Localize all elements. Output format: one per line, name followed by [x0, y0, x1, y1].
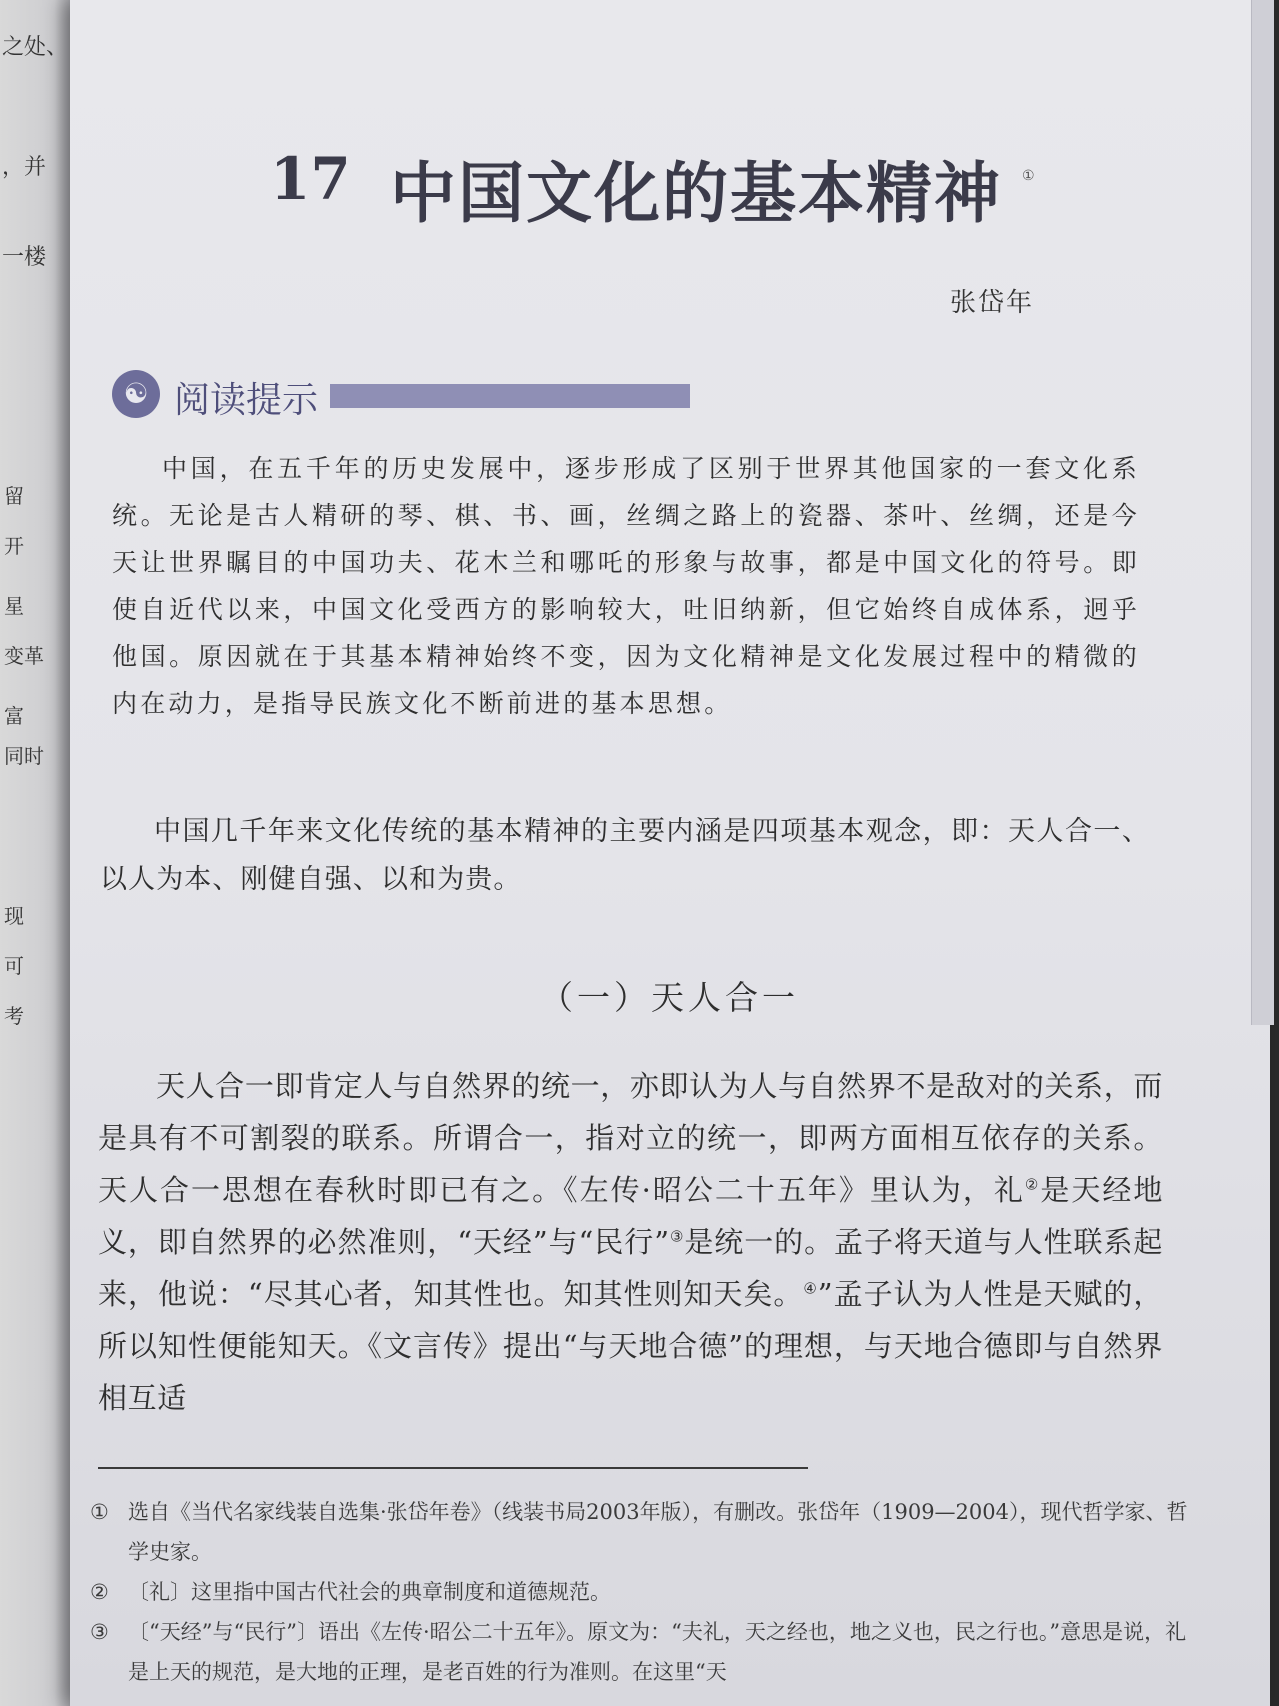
chapter-number: 17	[270, 145, 351, 213]
title-footnote-marker: ①	[1022, 168, 1035, 184]
footnote-number: ③	[90, 1620, 109, 1644]
adjacent-page-fragment: 富	[4, 704, 24, 728]
footnote-number: ②	[90, 1580, 109, 1604]
adjacent-page-fragment: 一楼	[2, 245, 47, 270]
reading-tip-heading	[112, 370, 1112, 426]
author: 张岱年	[950, 288, 1035, 318]
footnote-item	[90, 1572, 1190, 1612]
swirl-cloud-icon: ☯	[112, 370, 160, 418]
footnote-ref: ③	[669, 1227, 685, 1246]
section-heading: （一）天人合一	[540, 978, 799, 1017]
adjacent-page-fragment: 考	[4, 1004, 24, 1028]
adjacent-page-fragment: 星	[4, 594, 24, 618]
footnote-text: 选自《当代名家线装自选集·张岱年卷》（线装书局2003年版），有删改。张岱年（1909—2004），现代哲学家、哲学史家。	[128, 1500, 1188, 1564]
adjacent-page-fragment: 同时	[4, 744, 44, 768]
footnote-ref: ②	[1024, 1175, 1041, 1194]
body-paragraph	[98, 1060, 1163, 1424]
footnotes	[90, 1492, 1190, 1692]
intro-paragraph: 中国几千年来文化传统的基本精神的主要内涵是四项基本观念，即：天人合一、以人为本、刚健自强、以和为贵。	[100, 816, 1150, 895]
footnote-item	[90, 1612, 1190, 1692]
body-text-segment: 是天经地义，即自然界的必然准则，“天经”与“民行”	[98, 1173, 1163, 1259]
reading-tip-label: 阅读提示	[174, 380, 319, 421]
footnote-text: 〔“天经”与“民行”〕语出《左传·昭公二十五年》。原文为：“夫礼，天之经也，地之义也，民之行也。”意思是说，礼是上天的规范，是大地的正理，是老百姓的行为准则。在这里“天	[128, 1620, 1187, 1684]
adjacent-page-fragment: 之处、	[2, 35, 69, 60]
footnote-item	[90, 1492, 1190, 1572]
footnote-divider	[98, 1467, 808, 1469]
adjacent-page-fragment: 现	[4, 904, 24, 928]
adjacent-page-fragment: 可	[4, 954, 24, 978]
adjacent-page-fragment: 留	[4, 484, 24, 508]
adjacent-page-edge	[0, 0, 78, 1706]
page-edge-tab	[1251, 0, 1274, 1025]
book-page	[70, 0, 1270, 1706]
chapter-title: 中国文化的基本精神	[390, 154, 1002, 232]
body-text-segment: 是统一的。孟子将天道与人性联系起来，他说：“尽其心者，知其性也。知其性则知天矣。	[98, 1225, 1163, 1311]
footnote-text: 〔礼〕这里指中国古代社会的典章制度和道德规范。	[128, 1580, 611, 1604]
adjacent-page-fragment: 开	[4, 534, 24, 558]
reading-tip-bar	[330, 384, 690, 408]
adjacent-page-fragment: 变革	[4, 644, 44, 668]
reading-tip-text: 中国，在五千年的历史发展中，逐步形成了区别于世界其他国家的一套文化系统。无论是古人精研的琴、棋、书、画，丝绸之路上的瓷器、茶叶、丝绸，还是今天让世界瞩目的中国功夫、花木兰和哪吒的形象与故事，都是中国文化的符号。即使自近代以来，中国文化受西方的影响较大，吐旧纳新，但它始终自成体系，迥乎他国。原因就在于其基本精神始终不变，因为文化精神是文化发展过程中的精微的内在动力，是指导民族文化不断前进的基本思想。	[112, 454, 1140, 718]
footnote-ref: ④	[803, 1279, 818, 1298]
body-text-segment: ”孟子认为人性是天赋的，所以知性便能知天。《文言传》提出“与天地合德”的理想，与天地合德即与自然界相互适	[98, 1277, 1163, 1415]
adjacent-page-fragment: ，并	[2, 155, 47, 180]
body-text-segment: 天人合一即肯定人与自然界的统一，亦即认为人与自然界不是敌对的关系，而是具有不可割裂的联系。所谓合一，指对立的统一，即两方面相互依存的关系。天人合一思想在春秋时即已有之。《左传·昭公二十五年》里认为，礼	[98, 1069, 1163, 1207]
footnote-number: ①	[90, 1500, 109, 1524]
